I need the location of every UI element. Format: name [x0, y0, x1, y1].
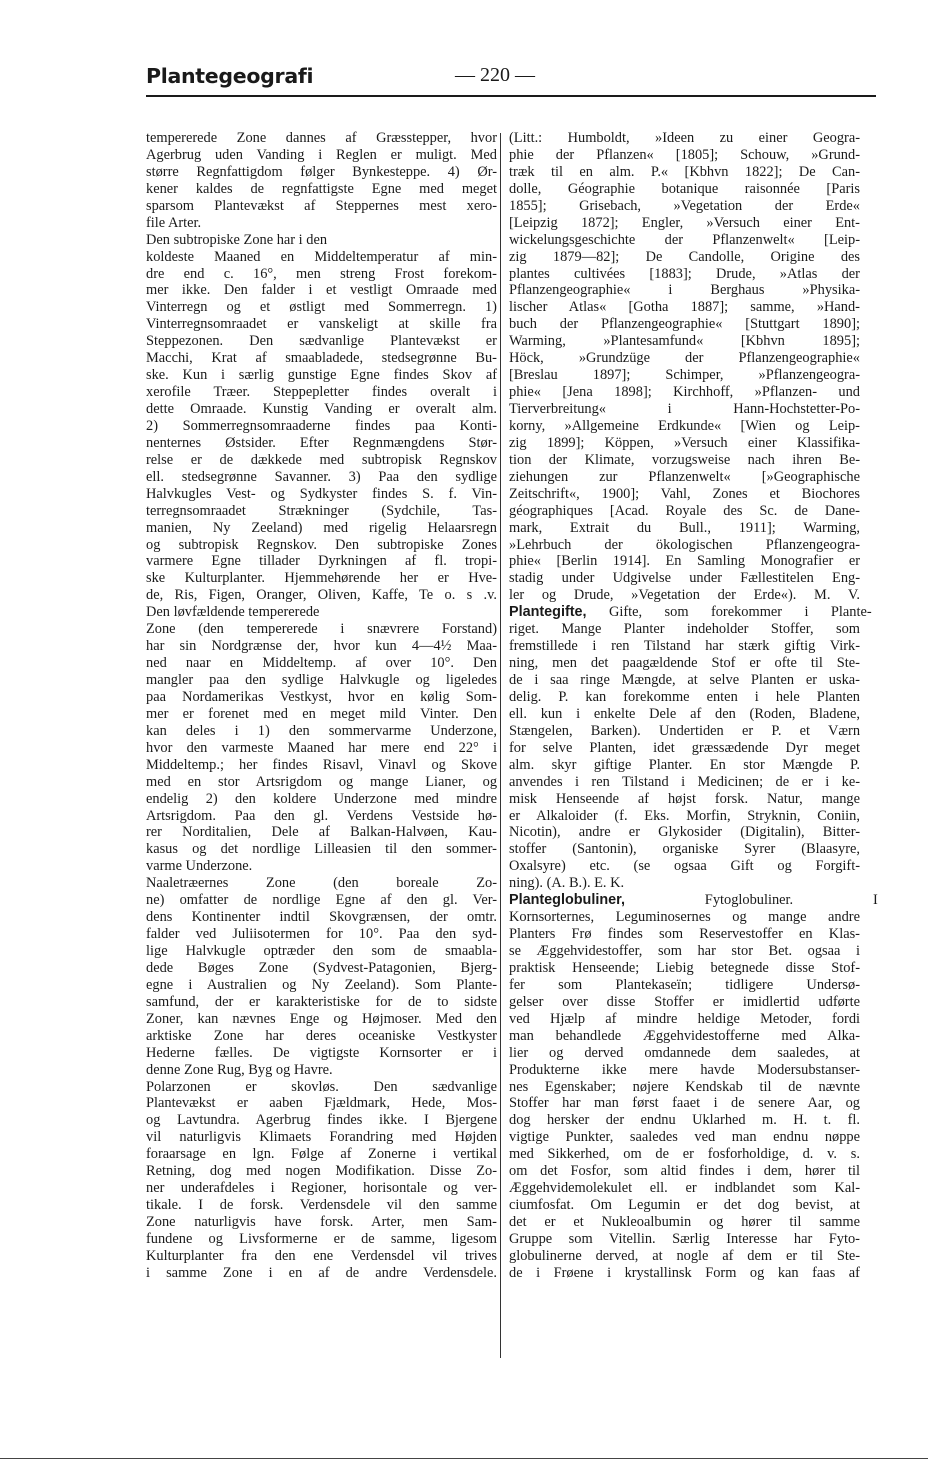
- text-line: kener kaldes de regnfattigste Egne med meget: [146, 180, 498, 197]
- text-line: file Arter.: [146, 214, 202, 231]
- text-line: lischer Atlas« [Gotha 1887]; samme, »Hand-: [509, 299, 860, 316]
- text-line: terregnsomraadet Strækninger (Sydchile, Tas-: [146, 502, 497, 519]
- text-line: alm. skyr giftige Planter. En stor Mængde P.: [509, 756, 861, 773]
- text-line: tempererede Zone dannes af Græsstepper, hvor: [146, 130, 497, 146]
- text-line: mangler paa den sydlige Halvkugle og ligeledes: [146, 672, 497, 688]
- text-line: Oxalsyre) etc. (se ogsaa Gift og Forgift-: [509, 858, 860, 875]
- text-line: Zeitschrift«, 1900]; Vahl, Zones et Biochores: [509, 485, 861, 502]
- text-line: for selve Planten, idet græssædende Dyr meget: [509, 739, 861, 756]
- running-title: Plantegeografi: [146, 64, 314, 88]
- text-line: stadig under Udgivelse under Fællestitelen Eng-: [509, 570, 861, 587]
- text-line: de, Ris, Figen, Oranger, Oliven, Kaffe, Te o. s .v.: [146, 587, 497, 604]
- text-line: koldeste Maaned en Middeltemperatur af min-: [146, 248, 497, 265]
- text-line: arktiske Zone har deres oceaniske Vestkyster: [146, 1027, 497, 1044]
- text-line: Stængelen, Barken). Undertiden er P. et Værn: [509, 722, 861, 739]
- left-text-column: [146, 130, 497, 1282]
- text-line: Nicotin), andre er Glykosider (Digitalin), Bitter-: [509, 824, 860, 841]
- text-line: ell. stedsegrønne Savanner. 3) Paa den sydlige: [146, 468, 497, 485]
- text-line: hvor den varmeste Maaned har mere end 22° i: [146, 739, 498, 756]
- text-line: Retning, dog med nogen Modifikation. Disse Zo-: [146, 1163, 498, 1180]
- text-line: Middeltemp.; her findes Risavl, Vinavl og Skove: [146, 756, 497, 773]
- text-line: globulinerne derved, at nogle af dem er til Ste-: [509, 1247, 861, 1264]
- text-line: ske. Kun i særlig gunstige Egne findes Skov af: [146, 367, 497, 384]
- text-line: Vinterregnsomraadet er vanskeligt at skille fra: [146, 316, 498, 333]
- page-header: [0, 0, 928, 110]
- text-line: ciumfosfat. Om Legumin er det dog bevist, at: [509, 1197, 860, 1214]
- text-line: (Litt.: Humboldt, »Ideen zu einer Geogra-: [509, 130, 861, 146]
- text-line: korny, »Allgemeine Erdkunde« [Wien og Leip-: [509, 417, 860, 434]
- text-line: Hederne fælles. De vigtigste Kornsorter er i: [146, 1044, 497, 1061]
- text-line: ne) omfatter de nordlige Egne af den gl. Ver-: [146, 892, 498, 909]
- text-line: man behandlede Æggehvidestofferne med Alka-: [509, 1027, 860, 1044]
- text-line: 2) Sommerregnsomraaderne findes paa Konti-: [146, 417, 498, 434]
- text-line: Plantevækst er aaben Fjældmark, Hede, Mos-: [146, 1095, 497, 1112]
- text-line: med Sikkerhed, om de er fosforholdige, d. v. s.: [509, 1146, 860, 1163]
- text-line: stoffer (Santonin), organiske Syrer (Blaasyre,: [509, 841, 860, 858]
- text-line: har sin Nordgrænse der, hvor kun 4—4½ Maa-: [146, 638, 497, 655]
- text-line: ved Hjælp af mindre heldige Metoder, fordi: [509, 1010, 861, 1027]
- text-line: Stoffer har man først faaet i de senere Aar, og: [509, 1095, 860, 1112]
- text-line: riget. Mange Planter indeholder Stoffer, som: [509, 621, 860, 638]
- text-line: Den løvfældende tempererede: [146, 604, 320, 621]
- text-line: kan deles i 1) den sommervarme Underzone,: [146, 722, 497, 739]
- text-line: tion der Klimate, vorzugsweise nach ihren Be-: [509, 451, 860, 468]
- text-line: nes Egenskaber; nøjere Kendskab til de nævnte: [509, 1078, 861, 1095]
- text-line: tikale. I de forsk. Verdensdele vil den samme: [146, 1197, 497, 1214]
- text-line: og Lavtundra. Agerbrug findes ikke. I Bjergene: [146, 1112, 498, 1129]
- text-line: Zone naturligvis have forsk. Arter, men Sam-: [146, 1214, 497, 1230]
- text-line: phie der Pflanzen« [1805]; Schouw, »Grund-: [509, 146, 860, 163]
- text-line: se Æggehvidestoffer, som har stor Bet. ogsaa i: [509, 943, 860, 959]
- text-line: fundene og Livsformerne er de samme, ligesom: [146, 1230, 497, 1247]
- text-line: Zone (den tempererede i snævrere Forstand): [146, 621, 497, 638]
- text-line: dede Bøges Zone (Sydvest-Patagonien, Bjerg-: [146, 959, 497, 976]
- text-line: Naaletræernes Zone (den boreale Zo-: [146, 875, 497, 892]
- text-line: i samme Zone i en af de andre Verdensdele.: [146, 1264, 497, 1281]
- text-line: rer Norditalien, Dele af Balkan-Halvøen, Kau-: [146, 824, 497, 841]
- text-line: de i Frøene i krystallinsk Form og kan faas af: [509, 1264, 860, 1281]
- text-line: ned naar en Middeltemp. af over 10°. Den: [146, 655, 498, 672]
- text-line: samfund, der er karakteristiske for de to sidste: [146, 993, 497, 1010]
- header-rule: [146, 95, 876, 97]
- text-line: ner underafdeles i Regioner, horisontale og ver-: [146, 1180, 498, 1197]
- text-line: ning). (A. B.). E. K.: [509, 875, 625, 892]
- text-line: lier og derved omdannede dem saaledes, at: [509, 1044, 861, 1061]
- text-line: manien, Ny Zeeland) med rigelig Helaarsregn: [146, 519, 497, 536]
- text-line: ziehungen zur Pflanzenwelt« [»Geographische: [509, 468, 860, 485]
- text-line: vil naturligvis Klimaets Forandring med Højden: [146, 1129, 497, 1146]
- text-line: dre end c. 16°, men streng Frost forekom-: [146, 265, 497, 282]
- text-line: ell. kun i enkelte Dele af den (Roden, Bladene,: [509, 705, 861, 722]
- text-line: egne i Australien og Ny Zeeland). Som Plante-: [146, 976, 497, 993]
- text-line: vigtige Punkter, saaledes ved man endnu nøppe: [509, 1129, 860, 1146]
- text-line: mer ikke. Den falder i et vestligt Omraade med: [146, 282, 498, 299]
- text-line: Kornsorternes, Leguminosernes og mange andre: [509, 909, 860, 926]
- text-line: Steppezonen. Den sædvanlige Plantevækst er: [146, 333, 497, 350]
- text-line: fremstillede i ren Tilstand har stærk giftig Virk-: [509, 638, 861, 655]
- text-line: géographiques [Acad. Royale des Sc. de Dane-: [509, 502, 860, 519]
- text-line: phie« [Berlin 1914]. En Samling Monografier er: [509, 553, 860, 570]
- text-line: og subtropisk Regnskov. Den subtropiske Zones: [146, 536, 497, 553]
- text-line: foraarsage en lgn. Følge af Zonerne i vertikal: [146, 1146, 497, 1163]
- text-line: mer er forenet med en meget mild Vinter. Den: [146, 705, 498, 722]
- text-line: dog hersker der endnu Uklarhed m. H. t. fl.: [509, 1112, 860, 1129]
- page-number: — 220 —: [455, 64, 535, 86]
- text-line: Halvkugles Vest- og Sydkyster findes S. f. Vin-: [146, 485, 498, 502]
- footer-rule: [0, 1458, 928, 1459]
- text-line: Zoner, kan nævnes Enge og Højmoser. Med den: [146, 1010, 497, 1027]
- text-line: dolle, Géographie botanique raisonnée [Paris: [509, 180, 860, 197]
- text-line: ler og Drude, »Vegetation der Erde«). M. V.: [509, 587, 860, 604]
- text-line: phie« [Jena 1898]; Kirchhoff, »Pflanzen- und: [509, 384, 860, 401]
- text-line: varmere Egne tillader Dyrkningen af fl. tropi-: [146, 553, 497, 570]
- text-line: de i saa ringe Mængde, at selve Planten er uska-: [509, 672, 860, 688]
- entry-headword: Plantegifte,: [509, 604, 587, 621]
- text-line: det er et Nukleoalbumin og hører til samme: [509, 1214, 860, 1230]
- text-line: denne Zone Rug, Byg og Havre.: [146, 1061, 333, 1078]
- text-line: endelig 2) den koldere Underzone med mindre: [146, 790, 497, 807]
- text-line: Produkterne ikke mere havde Modersubstanser-: [509, 1061, 861, 1078]
- text-line: zig 1879—82]; De Candolle, Origine des: [509, 248, 860, 265]
- text-line: Macchi, Krat af smaabladede, stedsegrønne Bu-: [146, 350, 497, 367]
- right-text-column: [509, 130, 878, 1282]
- text-line: »Lehrbuch der ökologischen Pflanzengeogra-: [509, 536, 861, 553]
- text-line: dette Omraade. Kunstig Vanding er overalt alm.: [146, 401, 498, 417]
- text-line: [Leipzig 1872]; Engler, »Versuch einer Ent-: [509, 214, 860, 231]
- text-line: Tierverbreitung« i Hann-Hochstetter-Po-: [509, 401, 860, 417]
- text-line: kasus og det nordlige Lilleasien til den sommer-: [146, 841, 497, 858]
- text-line: Gruppe som Vitellin. Særlig Interesse har Fyto-: [509, 1230, 860, 1247]
- text-line: relse er de dækkede med subtropisk Regnskov: [146, 451, 497, 468]
- text-line: Warming, »Plantesamfund« [Kbhvn 1895];: [509, 333, 860, 350]
- text-line: varme Underzone.: [146, 858, 253, 875]
- text-line: Æggehvidemolekulet ell. er indblandet som Kal-: [509, 1180, 860, 1197]
- text-line: [Breslau 1897]; Schimper, »Pflanzengeogra-: [509, 367, 861, 384]
- text-line: Agerbrug uden Vanding i Reglen er muligt. Med: [146, 146, 497, 163]
- entry-headword: Planteglobuliner,: [509, 892, 625, 909]
- text-line: buch der Pflanzengeographie« [Stuttgart 1890];: [509, 316, 860, 333]
- text-line: med en stor Artsrigdom og mange Lianer, og: [146, 773, 498, 790]
- text-line: Polarzonen er skovløs. Den sædvanlige: [146, 1078, 497, 1095]
- text-line: Höck, »Grundzüge der Pflanzengeographie«: [509, 350, 860, 367]
- text-line: dens Kontinenter indtil Skovgrænsen, der omtr.: [146, 909, 497, 926]
- text-line: 1855]; Grisebach, »Vegetation der Erde«: [509, 197, 861, 214]
- text-line: mark, Extrait du Bull., 1911]; Warming,: [509, 519, 861, 536]
- text-line: xerofile Træer. Steppepletter findes overalt i: [146, 384, 497, 401]
- text-line: Artsrigdom. Paa den gl. Verdens Vestside hø-: [146, 807, 497, 824]
- text-line: større Regnfattigdom følger Bynkesteppe. 4) Ør-: [146, 163, 498, 180]
- text-line: om det Fosfor, som altid findes i dem, hører til: [509, 1163, 861, 1180]
- column-divider: [500, 133, 501, 1358]
- text-line: ske Kulturplanter. Hjemmehørende her er Hve-: [146, 570, 497, 587]
- text-line: Vinterregn og et østligt med Sommerregn. 1): [146, 299, 497, 316]
- text-line: praktisk Henseende; Liebig betegnede disse Stof-: [509, 959, 860, 976]
- text-line: Planters Frø findes som Reservestoffer en Klas-: [509, 926, 860, 943]
- text-line: plantes cultivées [1883]; Drude, »Atlas der: [509, 265, 860, 282]
- text-line: Pflanzengeographie« i Berghaus »Physika-: [509, 282, 860, 299]
- text-line: er Alkaloider (f. Eks. Morfin, Stryknin, Coniin,: [509, 807, 860, 824]
- text-line: Kulturplanter fra den ene Verdensdel vil trives: [146, 1247, 497, 1264]
- text-line: træk til en alm. P.« [Kbhvn 1822]; De Can-: [509, 163, 861, 180]
- text-line: zig 1899]; Köppen, »Versuch einer Klassifika-: [509, 434, 861, 451]
- text-line: Plantegifte, Gifte, som forekommer i Plante-: [509, 604, 872, 621]
- text-line: anvendes i ren Tilstand i Medicinen; de er i ke-: [509, 773, 861, 790]
- text-line: Den subtropiske Zone har i den: [146, 231, 328, 248]
- text-line: lige Halvkugle optræder den som de smaabla-: [146, 943, 498, 959]
- text-line: sparsom Plantevækst af Steppernes mest xero-: [146, 197, 498, 214]
- text-line: misk Henseende af højst forsk. Natur, mange: [509, 790, 860, 807]
- text-line: fer som Plantekaseïn; tidligere Undersø-: [509, 976, 860, 993]
- text-line: gelser over disse Stoffer er imidlertid udførte: [509, 993, 860, 1010]
- text-line: falder ved Juliisotermen for 10°. Paa den syd-: [146, 926, 497, 943]
- text-line: ning, men det paagældende Stof er ofte til Ste-: [509, 655, 860, 672]
- text-line: delig. P. kan forekomme enten i hele Planten: [509, 688, 860, 705]
- text-line: paa Nordamerikas Vestkyst, hvor en kølig Som-: [146, 688, 497, 705]
- text-line: Planteglobuliner, Fytoglobuliner. I: [509, 892, 878, 909]
- text-line: wickelungsgeschichte der Pflanzenwelt« [Leip-: [509, 231, 860, 248]
- text-line: nenternes Østsider. Efter Regnmængdens Stør-: [146, 434, 498, 451]
